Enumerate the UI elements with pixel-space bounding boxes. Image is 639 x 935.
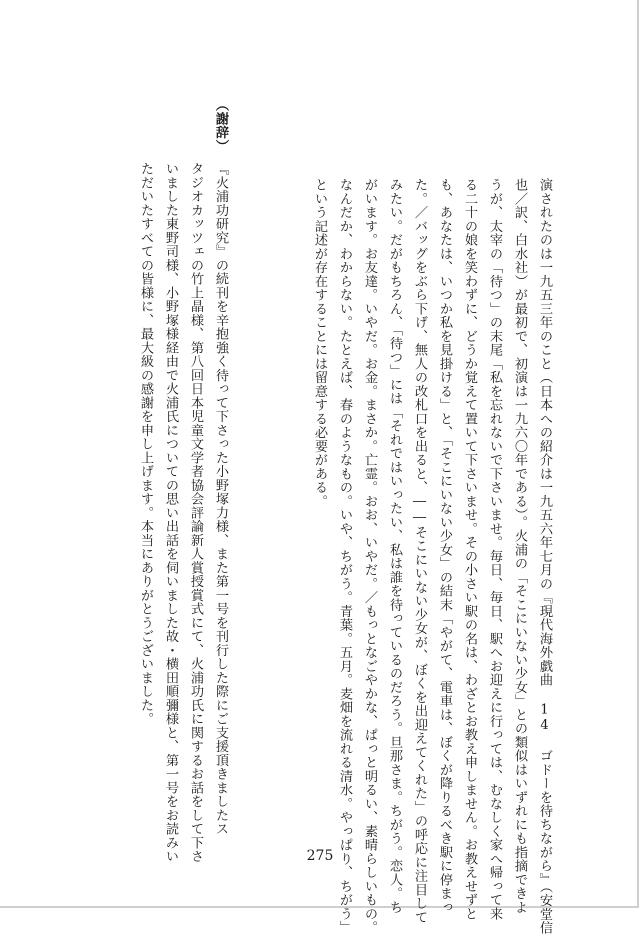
acknowledgment-line: ただいたすべての皆様に、最大級の感謝を申し上げます。本当にありがとうございました。 — [138, 162, 153, 726]
text-column: がいます。お友達。いやだ。お金。まさか。亡霊。おお、いやだ。／もっとなごやかな、ぱっと明るい、素晴らしいもの。 — [362, 178, 377, 935]
text-column: 也／訳、白水社）が最初で、初演は一九六〇年である）。火浦の「そこにいない少女」との類似はいずれにも指摘できよ — [512, 178, 527, 914]
acknowledgment-line: いました東野司様、小野塚様経由で火浦氏についての思い出話を伺いました故・横田順彌様と、第一号をお読みい — [163, 162, 178, 864]
text-column: という記述が存在することには留意する必要がある。 — [312, 178, 327, 508]
text-column: なんだか、わからない。たとえば、春のようなもの。いや、ちがう。青葉。五月。麦畑を流れる清水。やっぱり、ちがう」 — [337, 178, 352, 935]
acknowledgment-line: タジオカッツェの竹上晶様、第八回日本児童文学者協会評論新人賞授賞式にて、火浦功氏に関するお話をして下さ — [188, 162, 203, 864]
text-column: 演されたのは一九五三年のこと（日本への紹介は一九五六年七月の『現代海外戯曲 14 ゴドーを待ちながら』（安堂信 — [537, 178, 552, 935]
acknowledgment-line: 『火浦功研究』の続刊を辛抱強く待って下さった小野塚力様、また第一号を刊行した際にご支援頂きましたス — [213, 162, 228, 836]
page-number: 275 — [306, 848, 334, 864]
acknowledgment-heading: （謝辞） — [213, 98, 228, 153]
text-column: うが、太宰の「待つ」の末尾「私を忘れないで下さいませ。毎日、毎日、駅へお迎えに行っては、むなしく家へ帰って来 — [487, 178, 502, 921]
text-column: た。／バッグをぶら下げ、無人の改札口を出ると、――そこにいない少女が、ぼくを出迎えてくれた」の呼応に注目して — [412, 178, 427, 925]
text-column: る二十の娘を笑わずに、どうか覚えて置いて下さいませ。その小さい駅の名は、わざとお教え申しません。お教えせずと — [462, 178, 477, 921]
text-column: も、あなたは、いつか私を見掛ける」と、「そこにいない少女」の結末「やがて、電車は、ぼくが降りるべき駅に停まっ — [437, 178, 452, 914]
text-column: みたい。だがもちろん、「待つ」には「それではいったい、私は誰を待っているのだろう。旦那さま。ちがう。恋人。ち — [387, 178, 402, 914]
